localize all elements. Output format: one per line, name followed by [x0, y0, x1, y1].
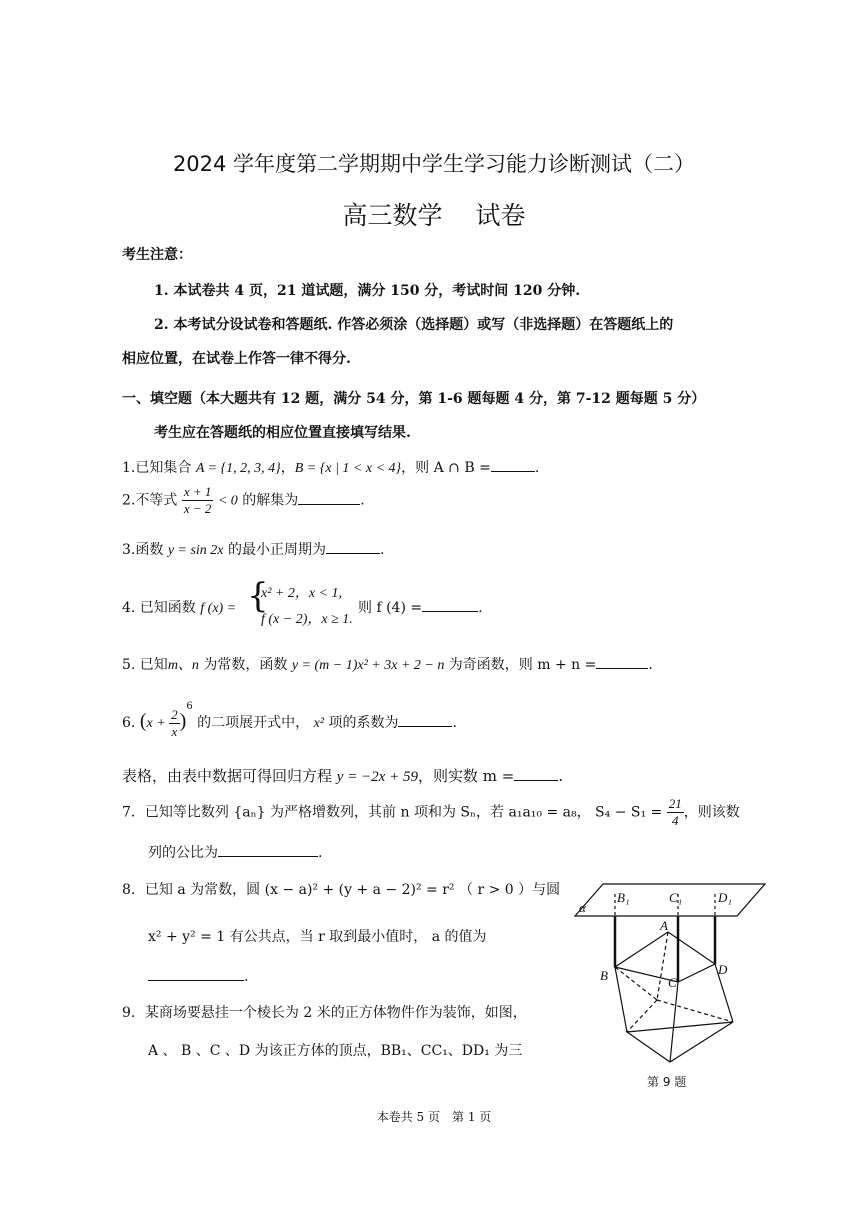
- cube-bottom-edges: [627, 1022, 733, 1062]
- question-1-set-b: B = {x | 1 < x < 4}: [294, 461, 402, 476]
- question-5-tail: 为奇函数，则 m + n =: [444, 657, 597, 673]
- cube-figure: [565, 872, 775, 1092]
- question-4-prefix: 4. 已知函数: [122, 600, 201, 616]
- question-1-tail: ，则 A ∩ B =: [401, 460, 491, 476]
- cube-hidden-edge-a: [657, 932, 668, 1000]
- question-8-line-2: x² + y² = 1 有公共点，当 r 取到最小值时， a 的值为: [148, 929, 487, 945]
- question-8-line-1: 8．已知 a 为常数，圆 (x − a)² + (y + a − 2)² = r² （ r > 0 ）与圆: [122, 882, 561, 898]
- section-1-instruction: 考生应在答题纸的相应位置直接填写结果.: [154, 425, 411, 441]
- question-2-tail: 的解集为: [237, 492, 299, 509]
- exam-title: 2024 学年度第二学期期中学生学习能力诊断测试（二）: [172, 152, 696, 176]
- exam-subtitle: 高三数学 试卷: [342, 201, 526, 230]
- question-6-expr-open: x +: [146, 716, 170, 731]
- cube-top-face: [615, 932, 715, 982]
- cube-edge-c: [670, 982, 678, 1062]
- label-d1: D₁: [718, 890, 732, 905]
- question-1-sep: ，: [280, 460, 295, 476]
- question-4-tail-group: [358, 597, 483, 617]
- question-4-prefix-group: [122, 597, 236, 617]
- label-b: B: [600, 968, 608, 983]
- cube-hidden-edge-1: [627, 1000, 657, 1032]
- question-3: [122, 539, 384, 559]
- question-5: [122, 654, 653, 674]
- question-8-line-3: [148, 966, 248, 985]
- question-6-power: 6: [186, 701, 193, 712]
- question-5-end: .: [648, 657, 653, 673]
- label-b1: B₁: [617, 890, 630, 905]
- question-6-numerator: 2: [171, 706, 178, 722]
- question-4-end: .: [478, 600, 483, 616]
- question-7-text-b: ，则该数: [683, 804, 740, 821]
- label-a: A: [660, 918, 668, 933]
- page-footer: 本卷共 5 页 第 1 页: [376, 1110, 492, 1124]
- question-7-line-1: [122, 796, 740, 829]
- regression-tail: ，则实数 m =: [417, 767, 515, 785]
- question-2-denominator: x − 2: [183, 501, 212, 516]
- regression-expr: y = −2x + 59: [336, 769, 418, 785]
- question-7-fraction: [667, 796, 684, 829]
- label-d: D: [718, 962, 728, 977]
- question-2-end: .: [360, 492, 365, 509]
- notice-item-2-line-1: 2. 本考试分设试卷和答题纸. 作答必须涂（选择题）或写（非选择题）在答题纸上的: [154, 317, 674, 333]
- question-6-end: .: [452, 715, 457, 731]
- question-6: [122, 701, 457, 740]
- question-5-expr: y = (m − 1)x² + 3x + 2 − n: [291, 658, 445, 673]
- answer-blank-7[interactable]: [218, 842, 318, 857]
- question-6-tail2: 项的系数为: [324, 715, 399, 731]
- question-4-case-2: f (x − 2)，x ≥ 1.: [261, 612, 353, 627]
- question-2-fraction: [182, 484, 214, 517]
- question-7-line-2-text: 列的公比为: [148, 845, 218, 861]
- question-1: [122, 457, 539, 477]
- answer-blank-3[interactable]: [326, 539, 380, 554]
- question-6-fraction: [169, 707, 180, 740]
- question-3-expr: y = sin 2x: [167, 543, 224, 558]
- answer-blank-8[interactable]: [148, 966, 244, 981]
- question-9-line-2: A 、 B 、C 、D 为该正方体的顶点，BB₁、CC₁、DD₁ 为三: [148, 1043, 523, 1059]
- question-2-numerator: x + 1: [183, 484, 212, 499]
- question-1-end: .: [534, 460, 540, 476]
- notice-item-1: 1. 本试卷共 4 页，21 道试题，满分 150 分，考试时间 120 分钟.: [154, 283, 581, 299]
- answer-blank-4[interactable]: [422, 597, 478, 612]
- question-6-open-paren: (: [139, 710, 147, 732]
- answer-blank-2[interactable]: [298, 490, 360, 505]
- question-6-tail: 的二项展开式中，: [192, 715, 314, 731]
- answer-blank-regression[interactable]: [514, 766, 558, 781]
- answer-blank-6[interactable]: [398, 712, 452, 727]
- question-1-set-a: A = {1, 2, 3, 4}: [195, 461, 281, 476]
- question-4-tail: 则 f (4) =: [358, 600, 423, 616]
- question-2-prefix: 2.不等式: [122, 492, 182, 509]
- regression-line: [122, 765, 563, 786]
- question-6-denominator: x: [171, 723, 178, 739]
- question-6-expr-close: ): [179, 710, 187, 732]
- answer-blank-5[interactable]: [596, 654, 648, 669]
- question-4-brace: {: [247, 576, 269, 616]
- question-6-prefix: 6.: [122, 715, 140, 731]
- cube-edge-b: [615, 967, 627, 1032]
- question-3-prefix: 3.函数: [122, 542, 168, 558]
- label-c: C: [668, 975, 677, 990]
- notice-item-2-line-2: 相应位置，在试卷上作答一律不得分.: [122, 351, 351, 367]
- question-7-line-2: [148, 842, 322, 862]
- question-5-mid: 为常数，函数: [198, 657, 292, 673]
- question-8-end: .: [244, 969, 249, 985]
- question-7-denominator: 4: [671, 813, 679, 828]
- question-7-text-a: 7．已知等比数列 {aₙ} 为严格增数列，其前 n 项和为 Sₙ，若 a₁a₁₀ = a₈， S₄ − S₁ =: [122, 804, 667, 821]
- question-7-numerator: 21: [668, 796, 682, 811]
- figure-caption: 第 9 题: [647, 1075, 687, 1089]
- question-4-case-1: x² + 2，x < 1,: [261, 586, 343, 601]
- question-2-relation: < 0: [217, 493, 238, 509]
- label-c1: C₁: [669, 890, 683, 905]
- regression-end: .: [558, 767, 564, 785]
- question-3-tail: 的最小正周期为: [223, 542, 326, 558]
- cube-hidden-edge-2: [657, 1000, 733, 1022]
- regression-text: 表格，由表中数据可得回归方程: [122, 767, 337, 785]
- label-alpha: α: [579, 900, 586, 915]
- section-1-heading: 一、填空题（本大题共有 12 题，满分 54 分，第 1-6 题每题 4 分，第 7-12 题每题 5 分）: [122, 391, 706, 407]
- answer-blank-1[interactable]: [491, 457, 535, 472]
- question-4-fx: f (x) =: [200, 601, 237, 616]
- question-9-line-1: 9．某商场要悬挂一个棱长为 2 米的正方体物件作为装饰，如图，: [122, 1005, 527, 1021]
- question-3-end: .: [379, 542, 385, 558]
- question-2: [122, 484, 365, 517]
- question-6-term: x²: [313, 716, 325, 731]
- question-1-prefix: 1.已知集合: [122, 460, 196, 476]
- question-7-end: .: [318, 845, 323, 861]
- question-5-prefix: 5. 已知: [122, 657, 168, 673]
- question-5-mn: m、n: [167, 658, 199, 673]
- notice-heading: 考生注意：: [122, 247, 192, 263]
